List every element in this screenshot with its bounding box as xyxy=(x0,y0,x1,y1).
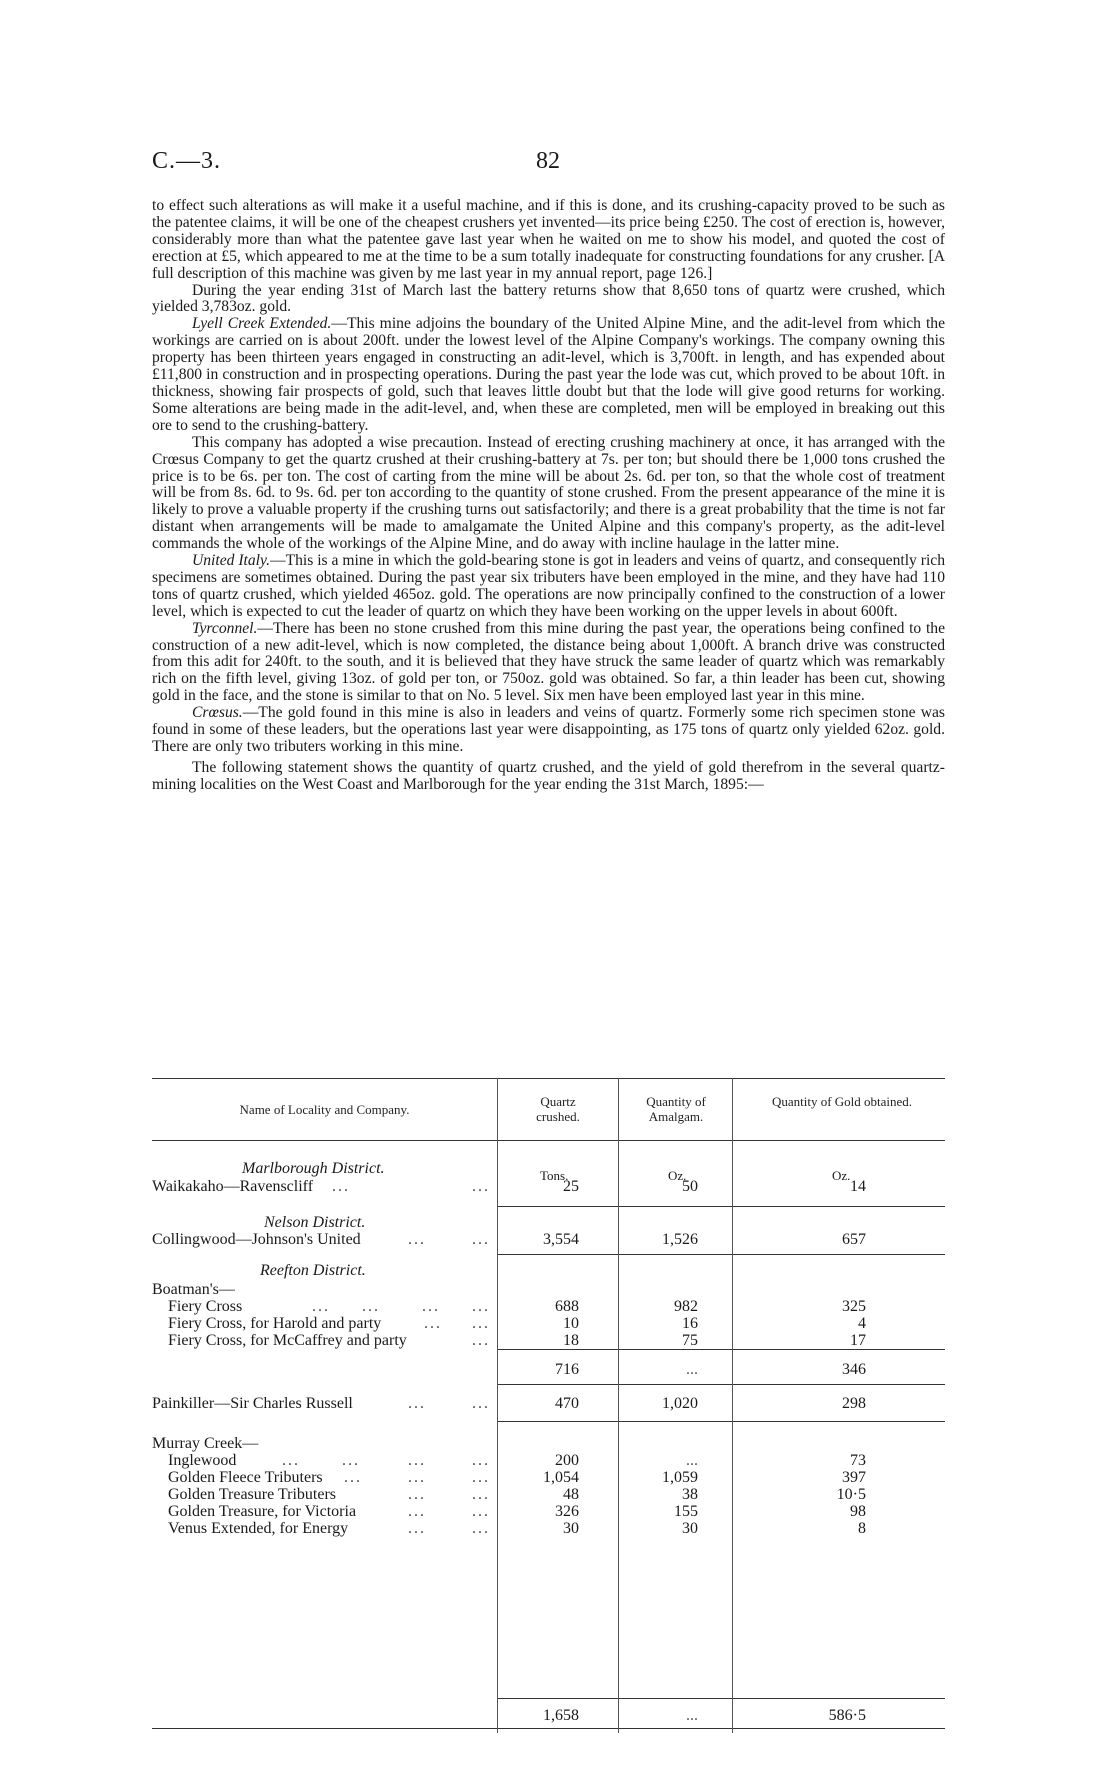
mine-name: Crœsus. xyxy=(192,704,243,722)
leader-dots: ... xyxy=(408,1469,426,1486)
leader-dots: ... xyxy=(408,1520,426,1537)
quartz-value: 200 xyxy=(555,1452,579,1469)
quartz-returns-table xyxy=(152,1078,945,1733)
subtotal-amalgam: ... xyxy=(686,1707,698,1724)
gold-value: 98 xyxy=(850,1503,866,1520)
leader-dots: ... xyxy=(472,1503,490,1520)
unit-oz: Oz. xyxy=(832,1168,851,1183)
amalgam-value: 1,059 xyxy=(662,1469,698,1486)
report-reference: C.—3. xyxy=(152,148,222,174)
quartz-value: 1,054 xyxy=(543,1469,579,1486)
quartz-value: 10 xyxy=(563,1315,579,1332)
leader-dots: ... xyxy=(422,1298,440,1315)
mine-name: Lyell Creek Extended. xyxy=(192,315,332,333)
row-name: Painkiller—Sir Charles Russell xyxy=(152,1395,353,1412)
row-name: Venus Extended, for Energy xyxy=(168,1520,349,1537)
row-name: Fiery Cross xyxy=(168,1298,243,1315)
paragraph: During the year ending 31st of March last the battery returns show that 8,650 tons of quartz were crushed, which yielded 3,783oz. gold. xyxy=(152,281,945,316)
quartz-value: 688 xyxy=(555,1298,579,1315)
gold-value: 8 xyxy=(858,1520,866,1537)
quartz-value: 25 xyxy=(563,1178,579,1195)
leader-dots: ... xyxy=(362,1298,380,1315)
district-heading: Reefton District. xyxy=(260,1262,366,1279)
quartz-value: 18 xyxy=(563,1332,579,1349)
row-name: Golden Treasure Tributers xyxy=(168,1486,337,1503)
amalgam-value: 1,526 xyxy=(662,1231,698,1248)
leader-dots: ... xyxy=(408,1503,426,1520)
gold-value: 73 xyxy=(850,1452,866,1469)
header-gold: Quantity of Gold obtained. xyxy=(771,1094,913,1109)
mine-name: Tyrconnel. xyxy=(192,619,258,637)
quartz-value: 3,554 xyxy=(543,1231,579,1248)
table-rule xyxy=(497,1384,945,1385)
paragraph: This company has adopted a wise precaution. Instead of erecting crushing machinery at once, it has arranged with the Crœsus Company to get the quartz crushed at their crushing-battery at 7s. per ton; but should there be 1,000 tons crushed the price is to be 6s. per ton. The cost of carting from the mine will be about 2s. 6d. per ton, so that the whole cost of treatment will be from 8s. 6d. to 9s. 6d. per ton according to the quantity of stone crushed. From the present appearance of the mine it is likely to prove a valuable property if the crushing turns out satisfactorily; and there is a great probability that the time is not far distant when arrangements will be made to amalgamate the United Alpine and this company's property, as the adit-level commands the whole of the workings of the Alpine Mine, and do away with incline haulage in the latter mine. xyxy=(152,433,945,553)
gold-value: 298 xyxy=(842,1395,866,1412)
paragraph: Crœsus.—The gold found in this mine is also in leaders and veins of quartz. Formerly some rich specimen stone was found in some of these leaders, but the operations last year were disappointing, as 175 tons of quartz only yielded 62oz. gold. There are only two tributers working in this mine. xyxy=(152,704,945,755)
amalgam-value: 38 xyxy=(682,1486,698,1503)
quartz-value: 470 xyxy=(555,1395,579,1412)
leader-dots: ... xyxy=(472,1520,490,1537)
amalgam-value: 982 xyxy=(674,1298,698,1315)
leader-dots: ... xyxy=(472,1469,490,1486)
paragraph: United Italy.—This is a mine in which the gold-bearing stone is got in leaders and veins of quartz, and consequently rich specimens are sometimes obtained. During the past year six tributers have been employed in the mine, and they have had 110 tons of quartz crushed, which yielded 465oz. gold. The operations are now principally confined to the construction of a lower level, which is expected to cut the leader of quartz on which they have been working on the upper levels in about 600ft. xyxy=(152,552,945,620)
quartz-value: 326 xyxy=(555,1503,579,1520)
gold-value: 4 xyxy=(858,1315,866,1332)
quartz-value: 30 xyxy=(563,1520,579,1537)
leader-dots: ... xyxy=(342,1452,360,1469)
page-number: 82 xyxy=(536,148,560,174)
amalgam-value: 75 xyxy=(682,1332,698,1349)
amalgam-value: 155 xyxy=(674,1503,698,1520)
unit-oz: Oz. xyxy=(668,1168,687,1183)
gold-value: 325 xyxy=(842,1298,866,1315)
amalgam-value: 50 xyxy=(682,1178,698,1195)
subtotal-gold: 346 xyxy=(842,1361,866,1378)
amalgam-value: 1,020 xyxy=(662,1395,698,1412)
quartz-value: 48 xyxy=(563,1486,579,1503)
paragraph: Lyell Creek Extended.—This mine adjoins the boundary of the United Alpine Mine, and the adit-level from which the workings are carried on is about 200ft. under the lowest level of the Alpine Company's workings. The company owning this property has been thirteen years engaged in constructing an adit-level, which is 3,700ft. in length, and has expended about £11,800 in construction and in prospecting operations. During the past year the lode was cut, which proved to be about 10ft. in thickness, showing fair prospects of gold, such that leaves little doubt but that the lode will give good returns for working. Some alterations are being made in the adit-level, and, when these are completed, men will be employed in breaking out this ore to send to the crushing-battery. xyxy=(152,315,946,434)
table-rule xyxy=(497,1206,945,1207)
paragraph: The following statement shows the quantity of quartz crushed, and the yield of gold therefrom in the several quartz-mining localities on the West Coast and Marlborough for the year ending the 31st March, 1895:— xyxy=(152,758,945,793)
row-name: Inglewood xyxy=(168,1452,237,1469)
row-name: Golden Fleece Tributers xyxy=(168,1469,323,1486)
paragraph: Tyrconnel.—There has been no stone crushed from this mine during the past year, the operations being confined to the construction of a new adit-level, which is now completed, the distance being about 1,000ft. A branch drive was constructed from this adit for 240ft. to the south, and it is believed that they have struck the same leader of quartz which was remarkably rich on the fifth level, giving 13oz. of gold per ton, or 750oz. gold was obtained. So far, a thin leader has been cut, showing gold in the face, and the stone is similar to that on No. 5 level. Six men have been employed last year in this mine. xyxy=(152,619,945,705)
subtotal-gold: 586·5 xyxy=(828,1707,866,1724)
amalgam-value: 30 xyxy=(682,1520,698,1537)
leader-dots: ... xyxy=(472,1486,490,1503)
subtotal-quartz: 1,658 xyxy=(543,1707,579,1724)
row-name: Waikakaho—Ravenscliff xyxy=(152,1178,314,1195)
table-rule-bottom xyxy=(152,1728,945,1729)
gold-value: 657 xyxy=(842,1231,866,1248)
row-name: Fiery Cross, for Harold and party xyxy=(168,1315,382,1332)
amalgam-value: ... xyxy=(686,1452,698,1469)
district-heading: Nelson District. xyxy=(264,1214,366,1231)
leader-dots: ... xyxy=(408,1231,426,1248)
table-rule xyxy=(497,1421,945,1422)
leader-dots: ... xyxy=(332,1178,350,1195)
leader-dots: ... xyxy=(408,1486,426,1503)
gold-value: 10·5 xyxy=(836,1486,866,1503)
row-name: Golden Treasure, for Victoria xyxy=(168,1503,357,1520)
leader-dots: ... xyxy=(472,1395,490,1412)
district-heading: Marlborough District. xyxy=(242,1160,385,1177)
table-rule-top xyxy=(152,1078,945,1079)
body-text xyxy=(152,198,945,794)
unit-tons: Tons. xyxy=(540,1168,569,1183)
subtotal-amalgam: ... xyxy=(686,1361,698,1378)
leader-dots: ... xyxy=(424,1315,442,1332)
leader-dots: ... xyxy=(472,1231,490,1248)
group-heading: Boatman's— xyxy=(152,1281,235,1298)
leader-dots: ... xyxy=(472,1452,490,1469)
gold-value: 14 xyxy=(850,1178,866,1195)
leader-dots: ... xyxy=(472,1298,490,1315)
gold-value: 397 xyxy=(842,1469,866,1486)
header-amalgam: Quantity of Amalgam. xyxy=(646,1094,706,1124)
table-rule-header xyxy=(152,1140,945,1141)
leader-dots: ... xyxy=(344,1469,362,1486)
header-name: Name of Locality and Company. xyxy=(239,1102,410,1117)
table-rule xyxy=(497,1254,945,1255)
leader-dots: ... xyxy=(408,1452,426,1469)
leader-dots: ... xyxy=(312,1298,330,1315)
mine-name: United Italy. xyxy=(192,552,270,570)
gold-value: 17 xyxy=(850,1332,866,1349)
subtotal-quartz: 716 xyxy=(555,1361,579,1378)
leader-dots: ... xyxy=(472,1332,490,1349)
leader-dots: ... xyxy=(472,1178,490,1195)
table-rule xyxy=(497,1698,945,1699)
paragraph: to effect such alterations as will make it a useful machine, and if this is done, and its crushing-capacity proved to be such as the patentee claims, it will be one of the cheapest crushers yet invented—its price being £250. The cost of erection is, however, considerably more than what the patentee gave last year when he waited on me to show his model, and quoted the cost of erection at £5, which appeared to me at the time to be a sum totally inadequate for constructing foundations for any crusher. [A full description of this machine was given by me last year in my annual report, page 126.] xyxy=(152,197,945,282)
row-name: Collingwood—Johnson's United xyxy=(152,1231,361,1248)
group-heading: Murray Creek— xyxy=(152,1435,259,1452)
leader-dots: ... xyxy=(408,1395,426,1412)
row-name: Fiery Cross, for McCaffrey and party xyxy=(168,1332,407,1349)
header-quartz: Quartz crushed. xyxy=(536,1094,580,1124)
leader-dots: ... xyxy=(472,1315,490,1332)
amalgam-value: 16 xyxy=(682,1315,698,1332)
leader-dots: ... xyxy=(282,1452,300,1469)
